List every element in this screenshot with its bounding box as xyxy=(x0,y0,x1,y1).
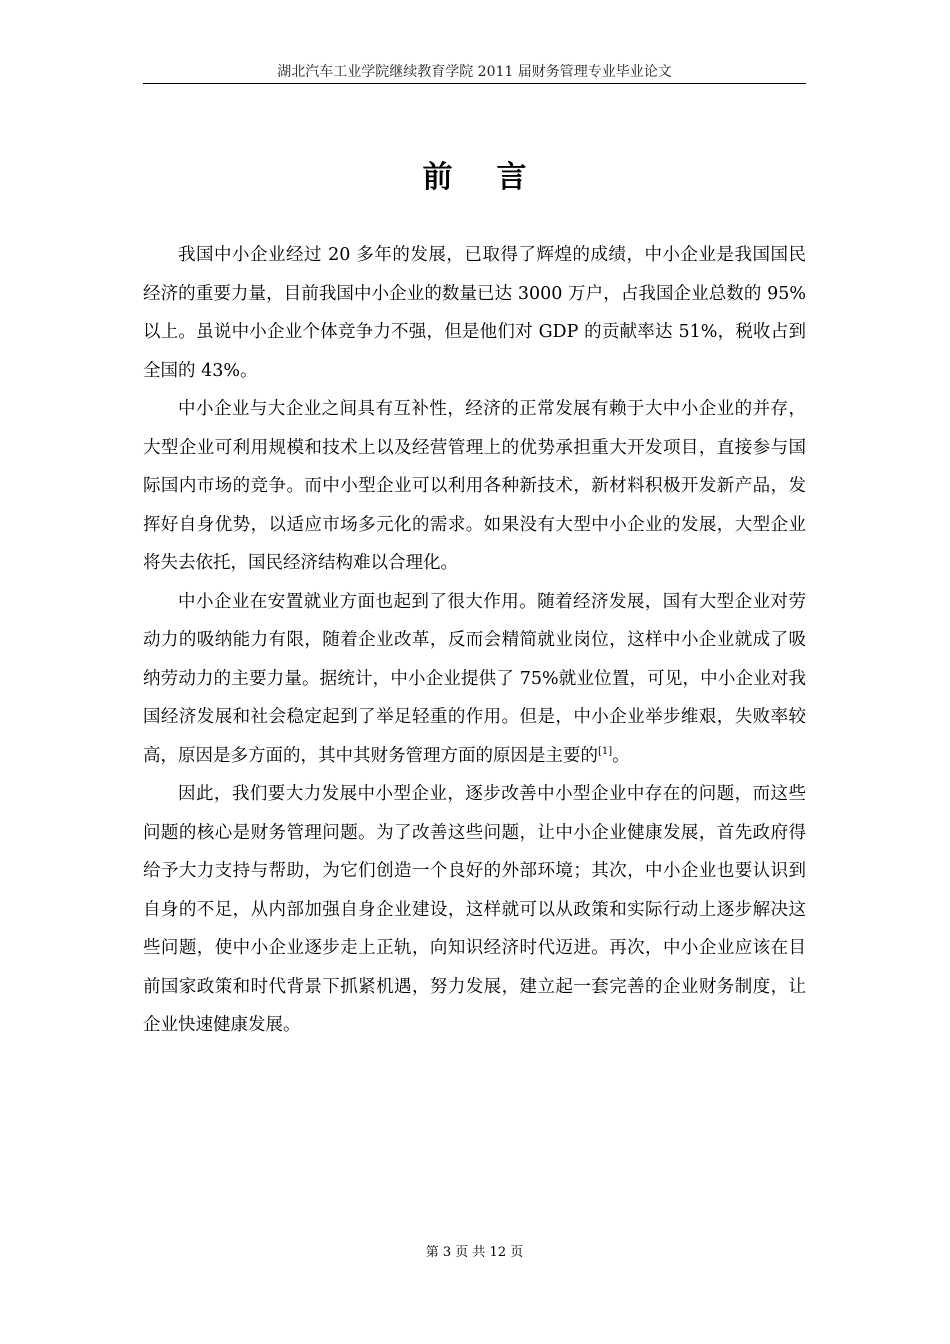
body-text xyxy=(143,236,806,1045)
paragraph-3-text: 中小企业在安置就业方面也起到了很大作用。随着经济发展，国有大型企业对劳动力的吸纳能力有限，随着企业改革，反而会精简就业岗位，这样中小企业就成了吸纳劳动力的主要力量。据统计，中小企业提供了 75%就业位置，可见，中小企业对我国经济发展和社会稳定起到了举足轻重的作用。但是，中小企业举步维艰，失败率较高，原因是多方面的，其中其财务管理方面的原因是主要的 xyxy=(143,591,806,766)
paragraph-4 xyxy=(143,775,806,1045)
page-footer: 第 3 页 共 12 页 xyxy=(425,1245,524,1260)
citation-ref: [1] xyxy=(598,745,613,757)
paragraph-2-text: 中小企业与大企业之间具有互补性，经济的正常发展有赖于大中小企业的并存，大型企业可利用规模和技术上以及经营管理上的优势承担重大开发项目，直接参与国际国内市场的竞争。而中小型企业可以利用各种新技术，新材料积极开发新产品，发挥好自身优势，以适应市场多元化的需求。如果没有大型中小企业的发展，大型企业将失去依托，国民经济结构难以合理化。 xyxy=(143,399,806,573)
paragraph-3 xyxy=(143,583,806,776)
paragraph-1-text: 我国中小企业经过 20 多年的发展，已取得了辉煌的成绩，中小企业是我国国民经济的重要力量，目前我国中小企业的数量已达 3000 万户，占我国企业总数的 95%以上。虽说中小企业个体竞争力不强，但是他们对 GDP 的贡献率达 51%，税收占到全国的 43%。 xyxy=(143,245,806,381)
paragraph-3-tail: 。 xyxy=(612,745,630,766)
paragraph-4-text: 因此，我们要大力发展中小型企业，逐步改善中小型企业中存在的问题，而这些问题的核心是财务管理问题。为了改善这些问题，让中小企业健康发展，首先政府得给予大力支持与帮助，为它们创造一个良好的外部环境；其次，中小企业也要认识到自身的不足，从内部加强自身企业建设，这样就可以从政策和实际行动上逐步解决这些问题，使中小企业逐步走上正轨，向知识经济时代迈进。再次，中小企业应该在目前国家政策和时代背景下抓紧机遇，努力发展，建立起一套完善的企业财务制度，让企业快速健康发展。 xyxy=(143,784,806,1035)
paragraph-1 xyxy=(143,236,806,390)
header-rule xyxy=(143,83,806,84)
page-title: 前言 xyxy=(422,160,571,195)
running-header: 湖北汽车工业学院继续教育学院 2011 届财务管理专业毕业论文 xyxy=(277,64,672,80)
paragraph-2 xyxy=(143,390,806,583)
